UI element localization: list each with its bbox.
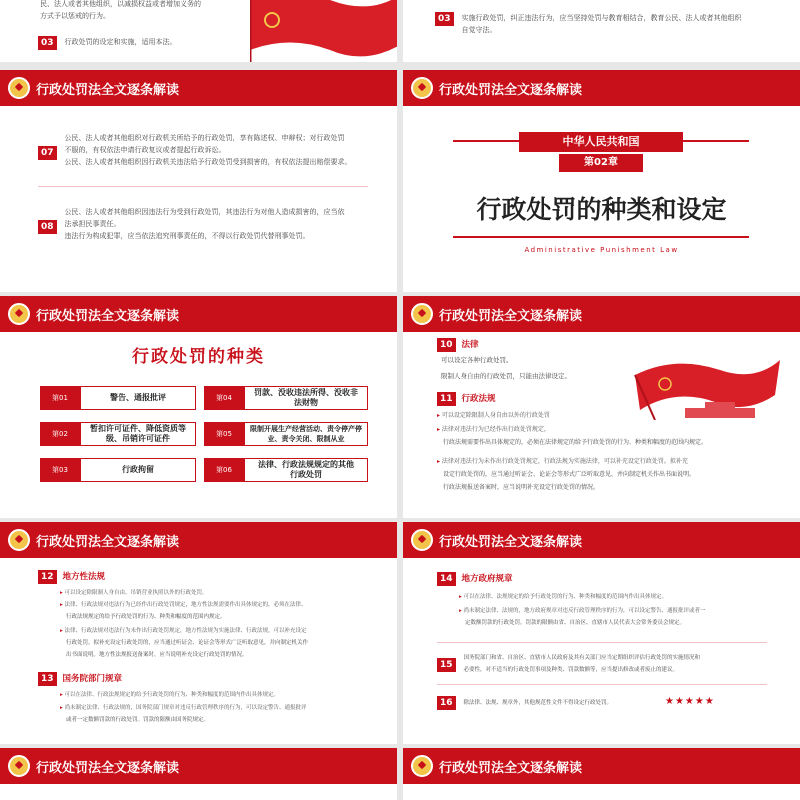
- section-law: 法律: [461, 340, 479, 350]
- slide-header-title: 行政处罚法全文逐条解读: [439, 83, 583, 98]
- emblem-icon: [8, 303, 30, 325]
- item-number-12: 12: [38, 570, 57, 584]
- type-text-05: 限制开展生产经营活动、责令停产停业、责令关闭、限制从业: [244, 422, 368, 446]
- type-label-03: 第03: [40, 458, 80, 482]
- slide-header-title: 行政处罚法全文逐条解读: [36, 83, 180, 98]
- item-number-07: 07: [38, 146, 57, 160]
- type-text-04: 罚款、没收违法所得、没收非法财物: [244, 386, 368, 410]
- item-text-08c: 违法行为构成犯罪，应当依法追究刑事责任的，不得以行政处罚代替刑事处罚。: [64, 232, 310, 240]
- item-text-03: 行政处罚的设定和实施，适用本法。: [64, 38, 177, 46]
- slide1-line2: 方式予以惩戒的行为。: [40, 12, 110, 20]
- item-text-15b: 必要性，对不适当的行政处罚事项及种类、罚款数额等，应当提出修改或者废止的建议。: [463, 667, 679, 673]
- local-bullet-2a: ▸ 法律、行政法规对违法行为已经作出行政处罚规定，地方性法规需要作出具体规定的，必须在法律、: [60, 600, 307, 611]
- localgov-bullet-2a: ▸ 尚未制定法律、法规的，地方政府规章对违反行政管理秩序的行为，可以设定警告、通报批评或者一: [459, 606, 706, 617]
- stars-decoration-icon: ★★★★★: [665, 696, 715, 707]
- item-number-11: 11: [437, 392, 456, 406]
- divider: [38, 186, 368, 187]
- slide-header: [0, 70, 397, 106]
- slide-header: [403, 748, 800, 784]
- slide-4: [403, 70, 800, 292]
- slide-2: [403, 0, 800, 62]
- slide-9: [0, 748, 397, 800]
- slide-6: [403, 296, 800, 518]
- emblem-icon: [8, 529, 30, 551]
- item-text-07c: 公民、法人或者其他组织因行政机关违法给予行政处罚受到损害的，有权依法提出赔偿要求。: [64, 158, 352, 166]
- emblem-icon: [411, 755, 433, 777]
- emblem-icon: [8, 755, 30, 777]
- slide-header: [403, 70, 800, 106]
- slide-10: [403, 748, 800, 800]
- type-text-06: 法律、行政法规规定的其他行政处罚: [244, 458, 368, 482]
- item-text-08b: 法承担民事责任。: [64, 220, 121, 228]
- chapter-title: 行政处罚的种类和设定: [476, 195, 727, 224]
- item-number-16: 16: [437, 696, 456, 710]
- slide-header-title: 行政处罚法全文逐条解读: [36, 309, 180, 324]
- type-label-06: 第06: [204, 458, 244, 482]
- admin-bullet-1: ▸ 可以设定除限制人身自由以外的行政处罚: [437, 410, 550, 421]
- emblem-icon: [411, 303, 433, 325]
- law-text-a: 可以设定各种行政处罚。: [441, 356, 513, 364]
- item-number-14: 14: [437, 572, 456, 586]
- chapter-label: 第02章: [559, 154, 643, 172]
- divider: [437, 684, 767, 685]
- localgov-bullet-1: ▸ 可以在法律、法规规定的给予行政处罚的行为、种类和幅度的范围内作出具体规定。: [459, 592, 667, 603]
- item-number-15: 15: [437, 658, 456, 672]
- emblem-icon: [411, 77, 433, 99]
- country-banner: 中华人民共和国: [519, 132, 683, 152]
- slide-8: [403, 522, 800, 744]
- type-label-05: 第05: [204, 422, 244, 446]
- item-text-07a: 公民、法人或者其他组织对行政机关所给予的行政处罚，享有陈述权、申辩权；对行政处罚: [64, 134, 345, 142]
- slide-header-title: 行政处罚法全文逐条解读: [439, 309, 583, 324]
- divider: [437, 642, 767, 643]
- law-text-b: 限制人身自由的行政处罚，只能由法律设定。: [441, 372, 571, 380]
- slide-header-title: 行政处罚法全文逐条解读: [439, 535, 583, 550]
- section-local-gov-rules: 地方政府规章: [461, 574, 513, 584]
- item-number-10: 10: [437, 338, 456, 352]
- type-label-01: 第01: [40, 386, 80, 410]
- emblem-icon: [8, 77, 30, 99]
- slide1-line1: 民、法人或者其他组织，以减损权益或者增加义务的: [40, 0, 201, 8]
- item-text-16: 除法律、法规、规章外，其他规范性文件不得设定行政处罚。: [463, 700, 613, 706]
- local-bullet-2b: 行政法规规定的给予行政处罚的行为、种类和幅度的范围内规定。: [66, 614, 226, 620]
- slide-header: [403, 522, 800, 558]
- slide-header-title: 行政处罚法全文逐条解读: [36, 761, 180, 776]
- council-bullet-1: ▸ 可以在法律、行政法规规定的给予行政处罚的行为、种类和幅度的范围内作出具体规定。: [60, 690, 279, 701]
- section-state-council-rules: 国务院部门规章: [62, 674, 123, 684]
- item-text-03a: 实施行政处罚，纠正违法行为，应当坚持处罚与教育相结合，教育公民、法人或者其他组织: [461, 14, 742, 22]
- slide-1: [0, 0, 397, 62]
- emblem-icon: [411, 529, 433, 551]
- slide-5: [0, 296, 397, 518]
- item-number-03: 03: [435, 12, 454, 26]
- slide-header: [0, 522, 397, 558]
- council-bullet-2a: ▸ 尚未制定法律、行政法规的，国务院部门规章对违反行政管理秩序的行为，可以设定警告、通报批评: [60, 703, 307, 714]
- local-bullet-1: ▸ 可以设定除限制人身自由、吊销营业执照以外的行政处罚。: [60, 588, 208, 599]
- local-bullet-3a: ▸ 法律、行政法规对违法行为未作出行政处罚规定，地方性法规为实施法律、行政法规，可以补充设定: [60, 626, 307, 637]
- types-title: 行政处罚的种类: [132, 347, 265, 367]
- type-label-02: 第02: [40, 422, 80, 446]
- admin-bullet-3b: 设定行政处罚的，应当通过听证会、论证会等形式广泛听取意见，并向制定机关作出书面说明。: [443, 471, 696, 478]
- item-number-13: 13: [38, 672, 57, 686]
- type-text-02: 暂扣许可证件、降低资质等级、吊销许可证件: [80, 422, 196, 446]
- admin-bullet-2: ▸ 法律对违法行为已经作出行政处罚规定，: [437, 424, 550, 435]
- slide-3: [0, 70, 397, 292]
- localgov-bullet-2b: 定数额罚款的行政处罚。罚款的限额由省、自治区、直辖市人民代表大会常务委员会规定。: [465, 620, 686, 626]
- admin-bullet-3c: 行政法规报送备案时，应当说明补充设定行政处罚的情况。: [443, 484, 600, 491]
- slide-header: [403, 296, 800, 332]
- section-local-regulation: 地方性法规: [62, 572, 106, 582]
- item-text-08a: 公民、法人或者其他组织因违法行为受到行政处罚，其违法行为对他人造成损害的，应当依: [64, 208, 345, 216]
- chapter-bottom-line: [453, 236, 749, 238]
- red-flag-icon: [250, 0, 397, 62]
- slide-7: [0, 522, 397, 744]
- chapter-english: Administrative Punishment Law: [524, 246, 679, 254]
- local-bullet-3c: 出书面说明。地方性法规报送备案时，应当说明补充设定行政处罚的情况。: [66, 652, 248, 658]
- item-number-03: 03: [38, 36, 57, 50]
- type-text-01: 警告、通报批评: [80, 386, 196, 410]
- admin-bullet-3: ▸ 法律对违法行为未作出行政处罚规定，行政法规为实施法律，可以补充设定行政处罚。拟补充: [437, 456, 688, 467]
- admin-bullet-2b: 行政法规需要作出具体规定的，必须在法律规定的给予行政处罚的行为、种类和幅度的范围内规定。: [443, 439, 708, 446]
- slide-header-title: 行政处罚法全文逐条解读: [36, 535, 180, 550]
- slide-header-title: 行政处罚法全文逐条解读: [439, 761, 583, 776]
- section-admin-regulation: 行政法规: [461, 394, 496, 404]
- type-text-03: 行政拘留: [80, 458, 196, 482]
- red-flag-icon: [625, 350, 785, 420]
- item-text-03b: 自觉守法。: [461, 26, 497, 34]
- item-number-08: 08: [38, 220, 57, 234]
- type-label-04: 第04: [204, 386, 244, 410]
- slide-header: [0, 296, 397, 332]
- slide-header: [0, 748, 397, 784]
- item-text-07b: 不服的，有权依法申请行政复议或者提起行政诉讼。: [64, 146, 226, 154]
- council-bullet-2b: 或者一定数额罚款的行政处罚。罚款的限额由国务院规定。: [66, 717, 210, 723]
- item-text-15a: 国务院部门和省、自治区、直辖市人民政府及其有关部门应当定期组织评估行政处罚的实施情况和: [463, 655, 701, 661]
- local-bullet-3b: 行政处罚。拟补充设定行政处罚的，应当通过听证会、论证会等形式广泛听取意见，并向制定机关作: [66, 640, 309, 646]
